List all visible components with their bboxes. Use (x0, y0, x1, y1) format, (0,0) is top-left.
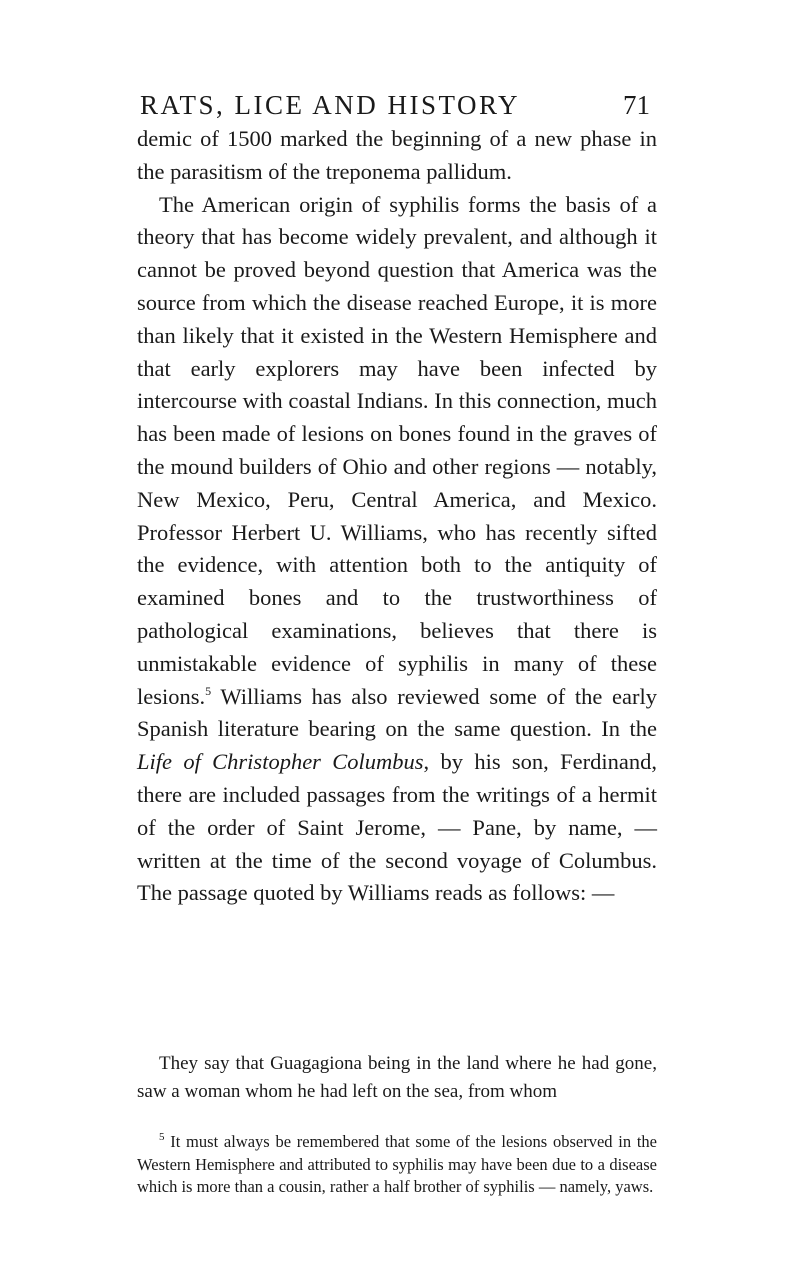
page-number: 71 (623, 90, 650, 120)
paragraph-continued: demic of 1500 marked the beginning of a new phase in the parasitism of the treponema pallidum. (137, 126, 657, 184)
footnote-mark: 5 (159, 1131, 165, 1143)
footnote (137, 1131, 657, 1199)
footnote-reference: 5 (205, 683, 212, 698)
running-head-title: RATS, LICE AND HISTORY (140, 90, 521, 120)
paragraph-text-part-2: Williams has also reviewed some of the early Spanish literature bearing on the same question. In the (137, 683, 657, 742)
book-title-italic: Life of Christopher Columbus (137, 749, 424, 775)
running-head (140, 85, 650, 125)
paragraph-text-part-3: , by his son, Ferdinand, there are included passages from the writings of a hermit of the order of Saint Jerome, — Pane, by name, — written at the time of the second voyage of Columbus. The passage quoted by Williams reads as follows: — (137, 749, 657, 906)
block-quote (137, 1050, 657, 1106)
footnote-text: It must always be remembered that some of the lesions observed in the Western Hemisphere and attributed to syphilis may have been due to a disease which is more than a cousin, rather a half brother of syphilis — namely, yaws. (137, 1132, 657, 1197)
paragraph-text-part-1: The American origin of syphilis forms the basis of a theory that has become widely prevalent, and although it cannot be proved beyond question that America was the source from which the disease reached Europe, it is more than likely that it existed in the Western Hemisphere and that early explorers may have been infected by intercourse with coastal Indians. In this connection, much has been made of lesions on bones found in the graves of the mound builders of Ohio and other regions — notably, New Mexico, Peru, Central America, and Mexico. Professor Herbert U. Williams, who has recently sifted the evidence, with attention both to the antiquity of examined bones and to the trustworthiness of pathological examinations, believes that there is unmistakable evidence of syphilis in many of these lesions. (137, 191, 657, 709)
quote-text: They say that Guagagiona being in the land where he had gone, saw a woman whom he had left on the sea, from whom (137, 1053, 657, 1102)
paragraph-american-origin (137, 189, 657, 911)
body-text (137, 123, 657, 910)
